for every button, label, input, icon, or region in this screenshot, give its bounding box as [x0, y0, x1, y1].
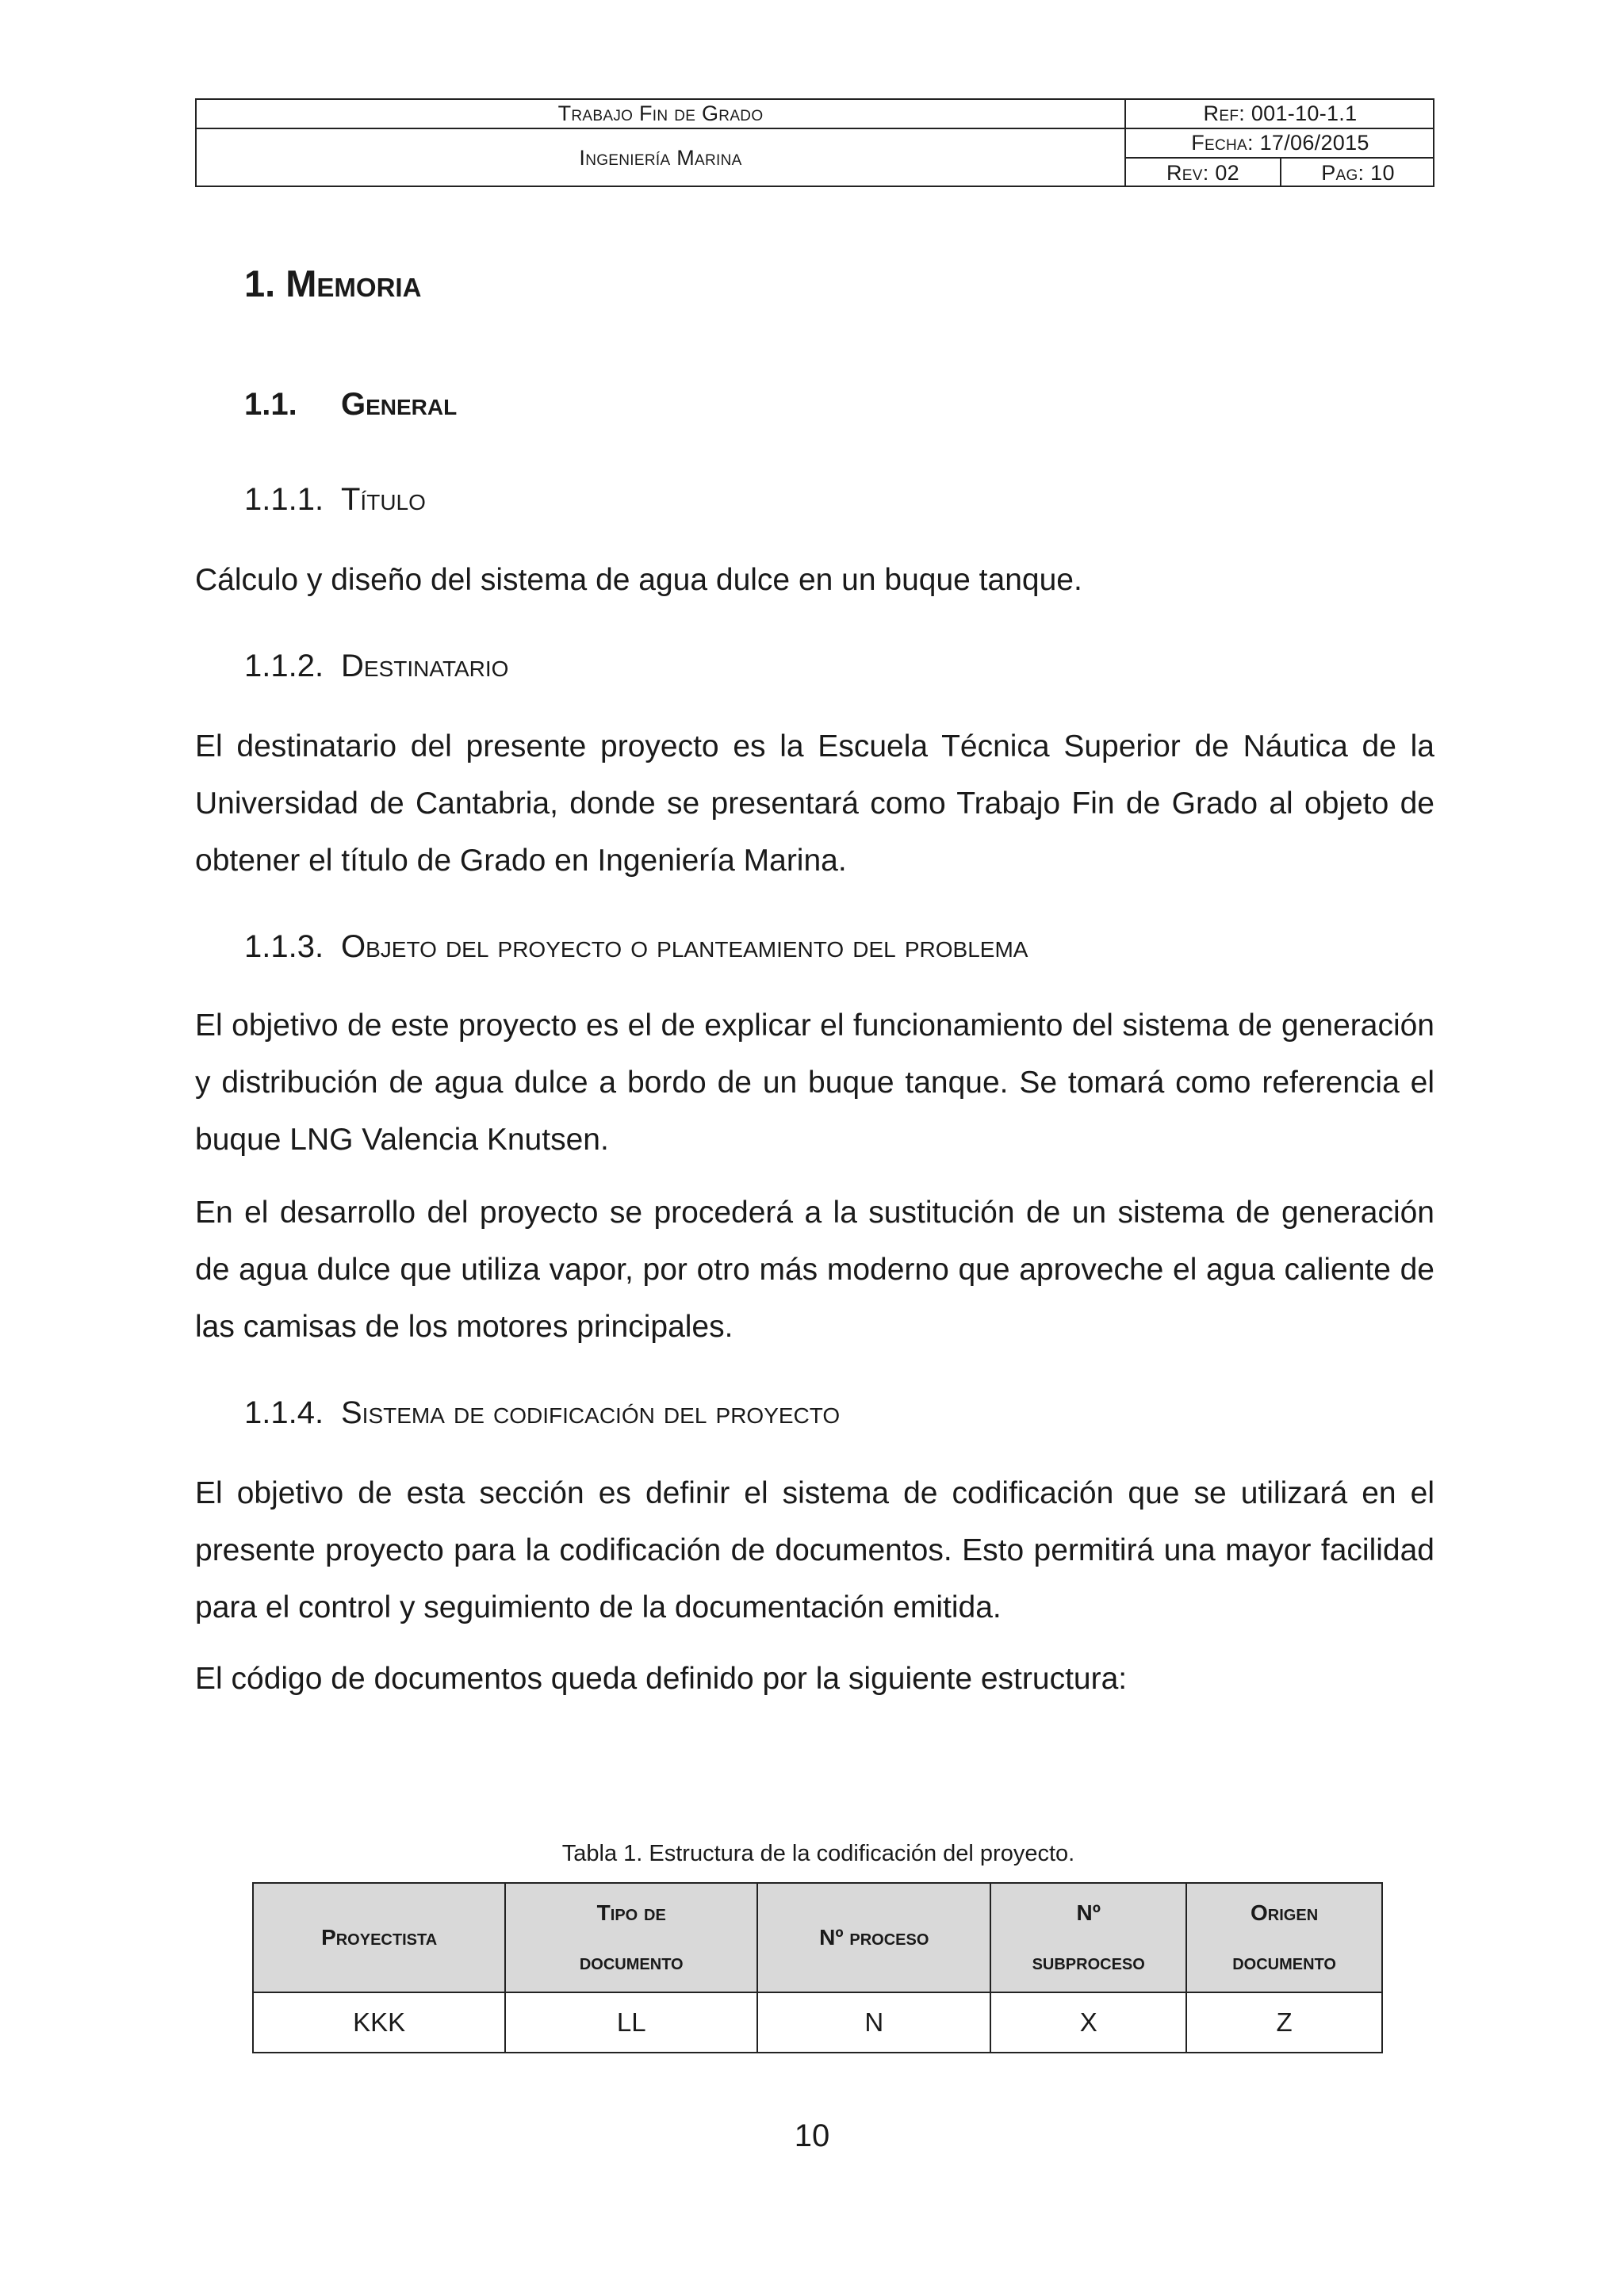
header-degree: Ingeniería Marina [197, 129, 1126, 187]
table-row [253, 1992, 1382, 2053]
table-header-row [253, 1883, 1382, 1992]
header-line-1: Proyectista [321, 1925, 438, 1950]
table-cell: KKK [253, 1992, 505, 2053]
header-line-1: Nº proceso [819, 1925, 929, 1950]
header-line-2: subproceso [1032, 1950, 1145, 1974]
heading-memoria [244, 262, 421, 305]
header-line-2: documento [579, 1950, 684, 1974]
heading-number: 1.1.1. [244, 482, 324, 517]
paragraph-objeto-2: En el desarrollo del proyecto se procederá a la sustitución de un sistema de generación de agua dulce que utiliza vapor, por otro más moderno que aproveche el agua caliente de las camisas de los motores principales. [195, 1196, 1434, 1344]
table-cell: N [757, 1992, 990, 2053]
heading-codificacion [244, 1395, 840, 1431]
table-cell: X [990, 1992, 1186, 2053]
heading-destinatario [244, 649, 508, 684]
heading-general [244, 387, 457, 423]
header-date: Fecha: 17/06/2015 [1126, 129, 1434, 159]
heading-objeto [244, 929, 1028, 965]
header-tipo-documento [505, 1883, 757, 1992]
heading-title: Destinatario [341, 649, 509, 683]
heading-number: 1. [244, 262, 276, 304]
heading-title: Sistema de codificación del proyecto [341, 1395, 841, 1430]
page-number: 10 [794, 2118, 830, 2153]
table-cell: Z [1186, 1992, 1382, 2053]
header-num-subproceso [990, 1883, 1186, 1992]
heading-title: General [341, 387, 458, 422]
heading-title: Objeto del proyecto o planteamiento del problema [341, 929, 1028, 964]
header-project-type: Trabajo Fin de Grado [197, 100, 1126, 129]
heading-number: 1.1. [244, 387, 297, 422]
table-cell: LL [505, 1992, 757, 2053]
paragraph-codificacion-1: El objetivo de esta sección es definir el sistema de codificación que se utilizará en el presente proyecto para la codificación de documentos. Esto permitirá una mayor facilidad para el control y seguimiento de la documentación emitida. [195, 1476, 1434, 1624]
header-page: Pag: 10 [1321, 160, 1395, 185]
coding-structure-table [252, 1882, 1383, 2053]
heading-titulo [244, 482, 426, 518]
header-num-proceso [757, 1883, 990, 1992]
header-proyectista [253, 1883, 505, 1992]
header-origen-documento [1186, 1883, 1382, 1992]
paragraph-objeto-1: El objetivo de este proyecto es el de explicar el funcionamiento del sistema de generación y distribución de agua dulce a bordo de un buque tanque. Se tomará como referencia el buque LNG Valencia Knutsen. [195, 1008, 1434, 1157]
header-line-1: Nº [1076, 1900, 1101, 1925]
table-caption: Tabla 1. Estructura de la codificación del proyecto. [561, 1841, 1075, 1866]
header-rev: Rev: 02 [1126, 159, 1281, 187]
heading-number: 1.1.3. [244, 929, 324, 964]
header-line-2: documento [1232, 1950, 1336, 1974]
header-line-1: Origen [1251, 1900, 1319, 1925]
header-line-1: Tipo de [596, 1900, 666, 1925]
paragraph-codificacion-2: El código de documentos queda definido por la siguiente estructura: [195, 1662, 1128, 1696]
heading-title: Título [341, 482, 426, 517]
paragraph-titulo: Cálculo y diseño del sistema de agua dulce en un buque tanque. [195, 563, 1082, 597]
heading-number: 1.1.2. [244, 649, 324, 683]
paragraph-destinatario: El destinatario del presente proyecto es la Escuela Técnica Superior de Náutica de la Universidad de Cantabria, donde se presentará como Trabajo Fin de Grado al objeto de obtener el título de Grado en Ingeniería Marina. [195, 729, 1434, 878]
header-ref: Ref: 001-10-1.1 [1126, 100, 1434, 129]
heading-number: 1.1.4. [244, 1395, 324, 1430]
document-header [195, 98, 1434, 187]
heading-title: Memoria [285, 262, 422, 304]
